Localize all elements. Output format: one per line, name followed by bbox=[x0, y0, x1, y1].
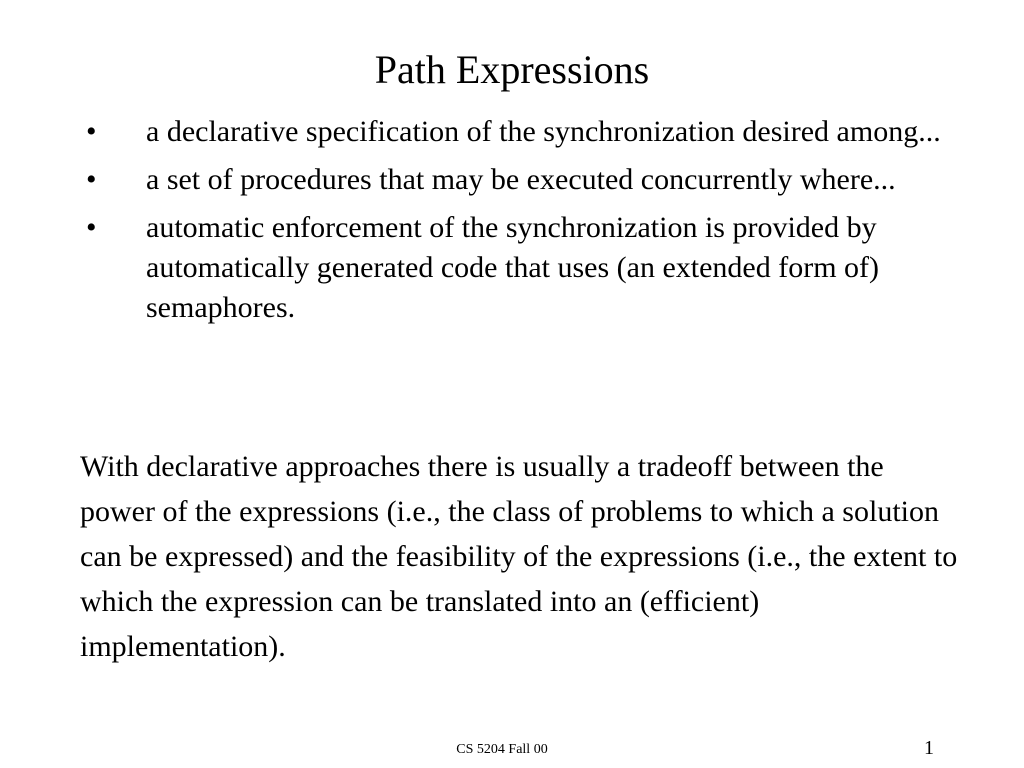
page-number: 1 bbox=[924, 737, 934, 759]
body-paragraph: With declarative approaches there is usually a tradeoff between the power of the expressions (i.e., the class of problems to which a solution can be expressed) and the feasibility of the expressions (i.e., the extent to which the expression can be translated into an (efficient) implementation). bbox=[80, 450, 958, 663]
bullet-text: automatic enforcement of the synchronization is provided by automatically generated code that uses (an extended form of) semaphores. bbox=[146, 211, 880, 324]
bullet-marker: • bbox=[86, 211, 97, 244]
slide-title: Path Expressions bbox=[374, 47, 650, 92]
bullet-list bbox=[80, 112, 980, 336]
bullet-marker: • bbox=[86, 115, 97, 148]
bullet-item bbox=[80, 208, 980, 328]
bullet-item bbox=[80, 112, 980, 152]
bullet-text: a declarative specification of the synchronization desired among... bbox=[146, 115, 941, 148]
bullet-item bbox=[80, 160, 980, 200]
slide-footer: CS 5204 Fall 00 bbox=[456, 742, 548, 757]
bullet-marker: • bbox=[86, 163, 97, 196]
bullet-text: a set of procedures that may be executed concurrently where... bbox=[146, 163, 896, 196]
